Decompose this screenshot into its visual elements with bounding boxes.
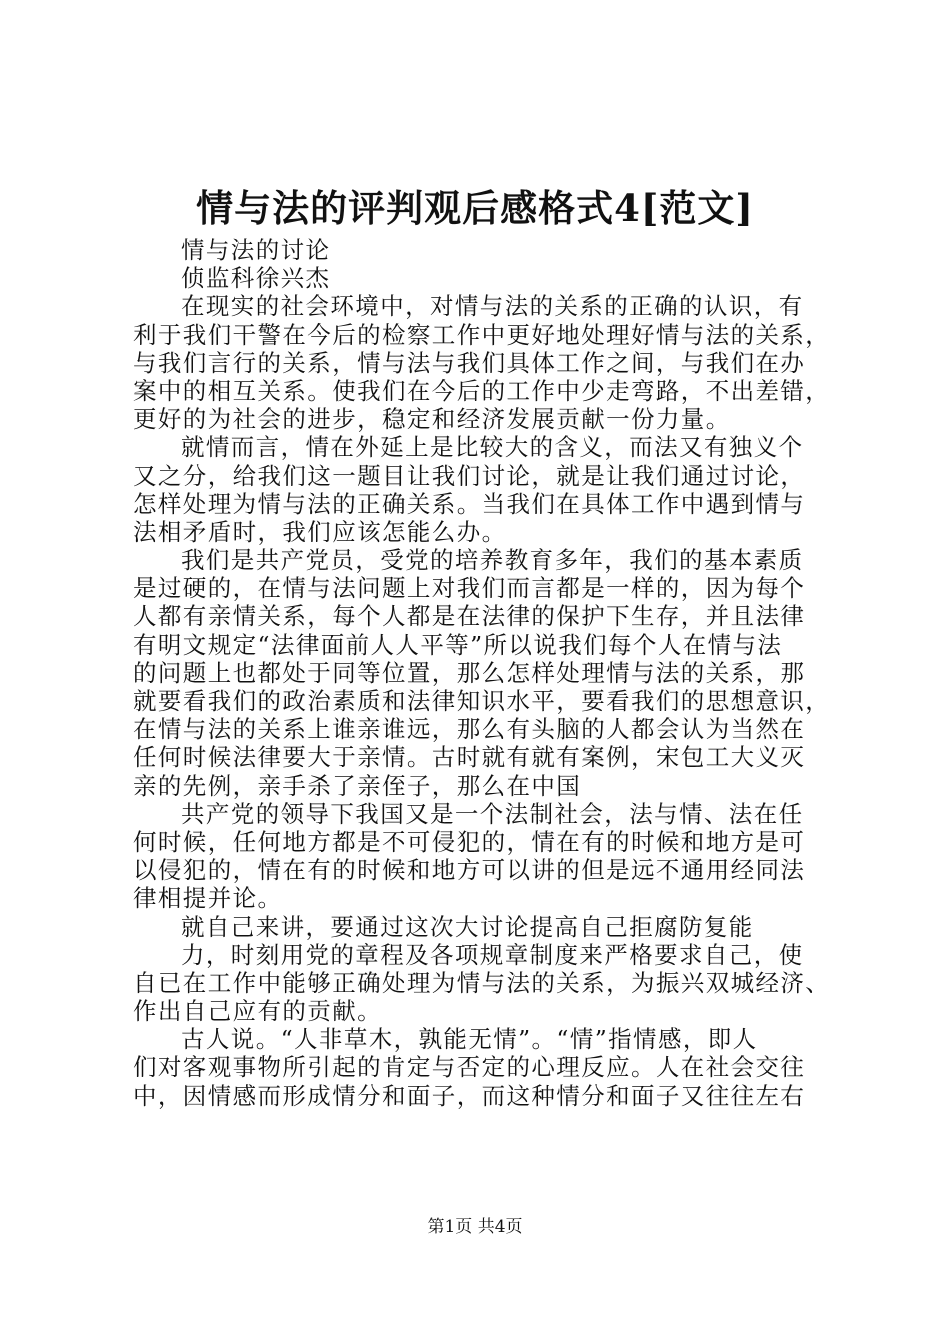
text-line: 在情与法的关系上谁亲谁远，那么有头脑的人都会认为当然在 — [133, 715, 806, 744]
text-line: 与我们言行的关系，情与法与我们具体工作之间，与我们在办 — [133, 348, 806, 377]
document-body — [133, 236, 833, 1110]
text-line: 案中的相互关系。使我们在今后的工作中少走弯路，不出差错， — [133, 376, 831, 405]
text-line: 情与法的讨论 — [181, 236, 331, 264]
text-line: 又之分，给我们这一题目让我们讨论，就是让我们通过讨论， — [133, 461, 806, 490]
text-line: 就自己来讲，要通过这次大讨论提高自己拒腐防复能 — [181, 912, 754, 941]
text-line: 力，时刻用党的章程及各项规章制度来严格要求自己，使 — [181, 940, 804, 969]
document-title: 情与法的评判观后感格式4[范文] — [196, 186, 754, 230]
text-line: 亲的先例，亲手杀了亲侄子，那么在中国 — [133, 771, 582, 800]
text-line: 中，因情感而形成情分和面子，而这种情分和面子又往往左右 — [133, 1081, 806, 1110]
text-line: 古人说。“人非草木，孰能无情”。“情”指情感，即人 — [181, 1025, 758, 1054]
text-line: 利于我们干警在今后的检察工作中更好地处理好情与法的关系， — [133, 320, 831, 349]
text-line: 是过硬的，在情与法问题上对我们而言都是一样的，因为每个 — [133, 574, 806, 603]
text-line: 的问题上也都处于同等位置，那么怎样处理情与法的关系，那 — [133, 658, 806, 687]
text-line: 任何时候法律要大于亲情。古时就有就有案例，宋包工大义灭 — [133, 743, 806, 772]
text-line: 以侵犯的，情在有的时候和地方可以讲的但是远不通用经同法 — [133, 856, 806, 885]
text-line: 自已在工作中能够正确处理为情与法的关系，为振兴双城经济、 — [133, 968, 831, 997]
text-line: 侦监科徐兴杰 — [181, 264, 331, 293]
text-line: 们对客观事物所引起的肯定与否定的心理反应。人在社会交往 — [133, 1053, 806, 1082]
text-line: 我们是共产党员，受党的培养教育多年，我们的基本素质 — [181, 546, 804, 575]
text-line: 在现实的社会环境中，对情与法的关系的正确的认识，有 — [181, 292, 804, 321]
text-line: 更好的为社会的进步，稳定和经济发展贡献一份力量。 — [133, 405, 731, 434]
text-line: 有明文规定“法律面前人人平等”所以说我们每个人在情与法 — [133, 630, 783, 659]
text-line: 法相矛盾时，我们应该怎能么办。 — [133, 517, 507, 546]
text-line: 律相提并论。 — [133, 884, 283, 913]
text-line: 共产党的领导下我国又是一个法制社会，法与情、法在任 — [181, 799, 804, 828]
text-line: 就情而言，情在外延上是比较大的含义，而法又有独义个 — [181, 433, 804, 462]
text-line: 人都有亲情关系，每个人都是在法律的保护下生存，并且法律 — [133, 602, 806, 631]
text-line: 怎样处理为情与法的正确关系。当我们在具体工作中遇到情与 — [133, 489, 806, 518]
text-line: 就要看我们的政治素质和法律知识水平，要看我们的思想意识， — [133, 687, 831, 715]
page-footer: 第1页 共4页 — [427, 1217, 523, 1237]
text-line: 何时候，任何地方都是不可侵犯的，情在有的时候和地方是可 — [133, 827, 806, 856]
text-line: 作出自己应有的贡献。 — [133, 997, 382, 1026]
